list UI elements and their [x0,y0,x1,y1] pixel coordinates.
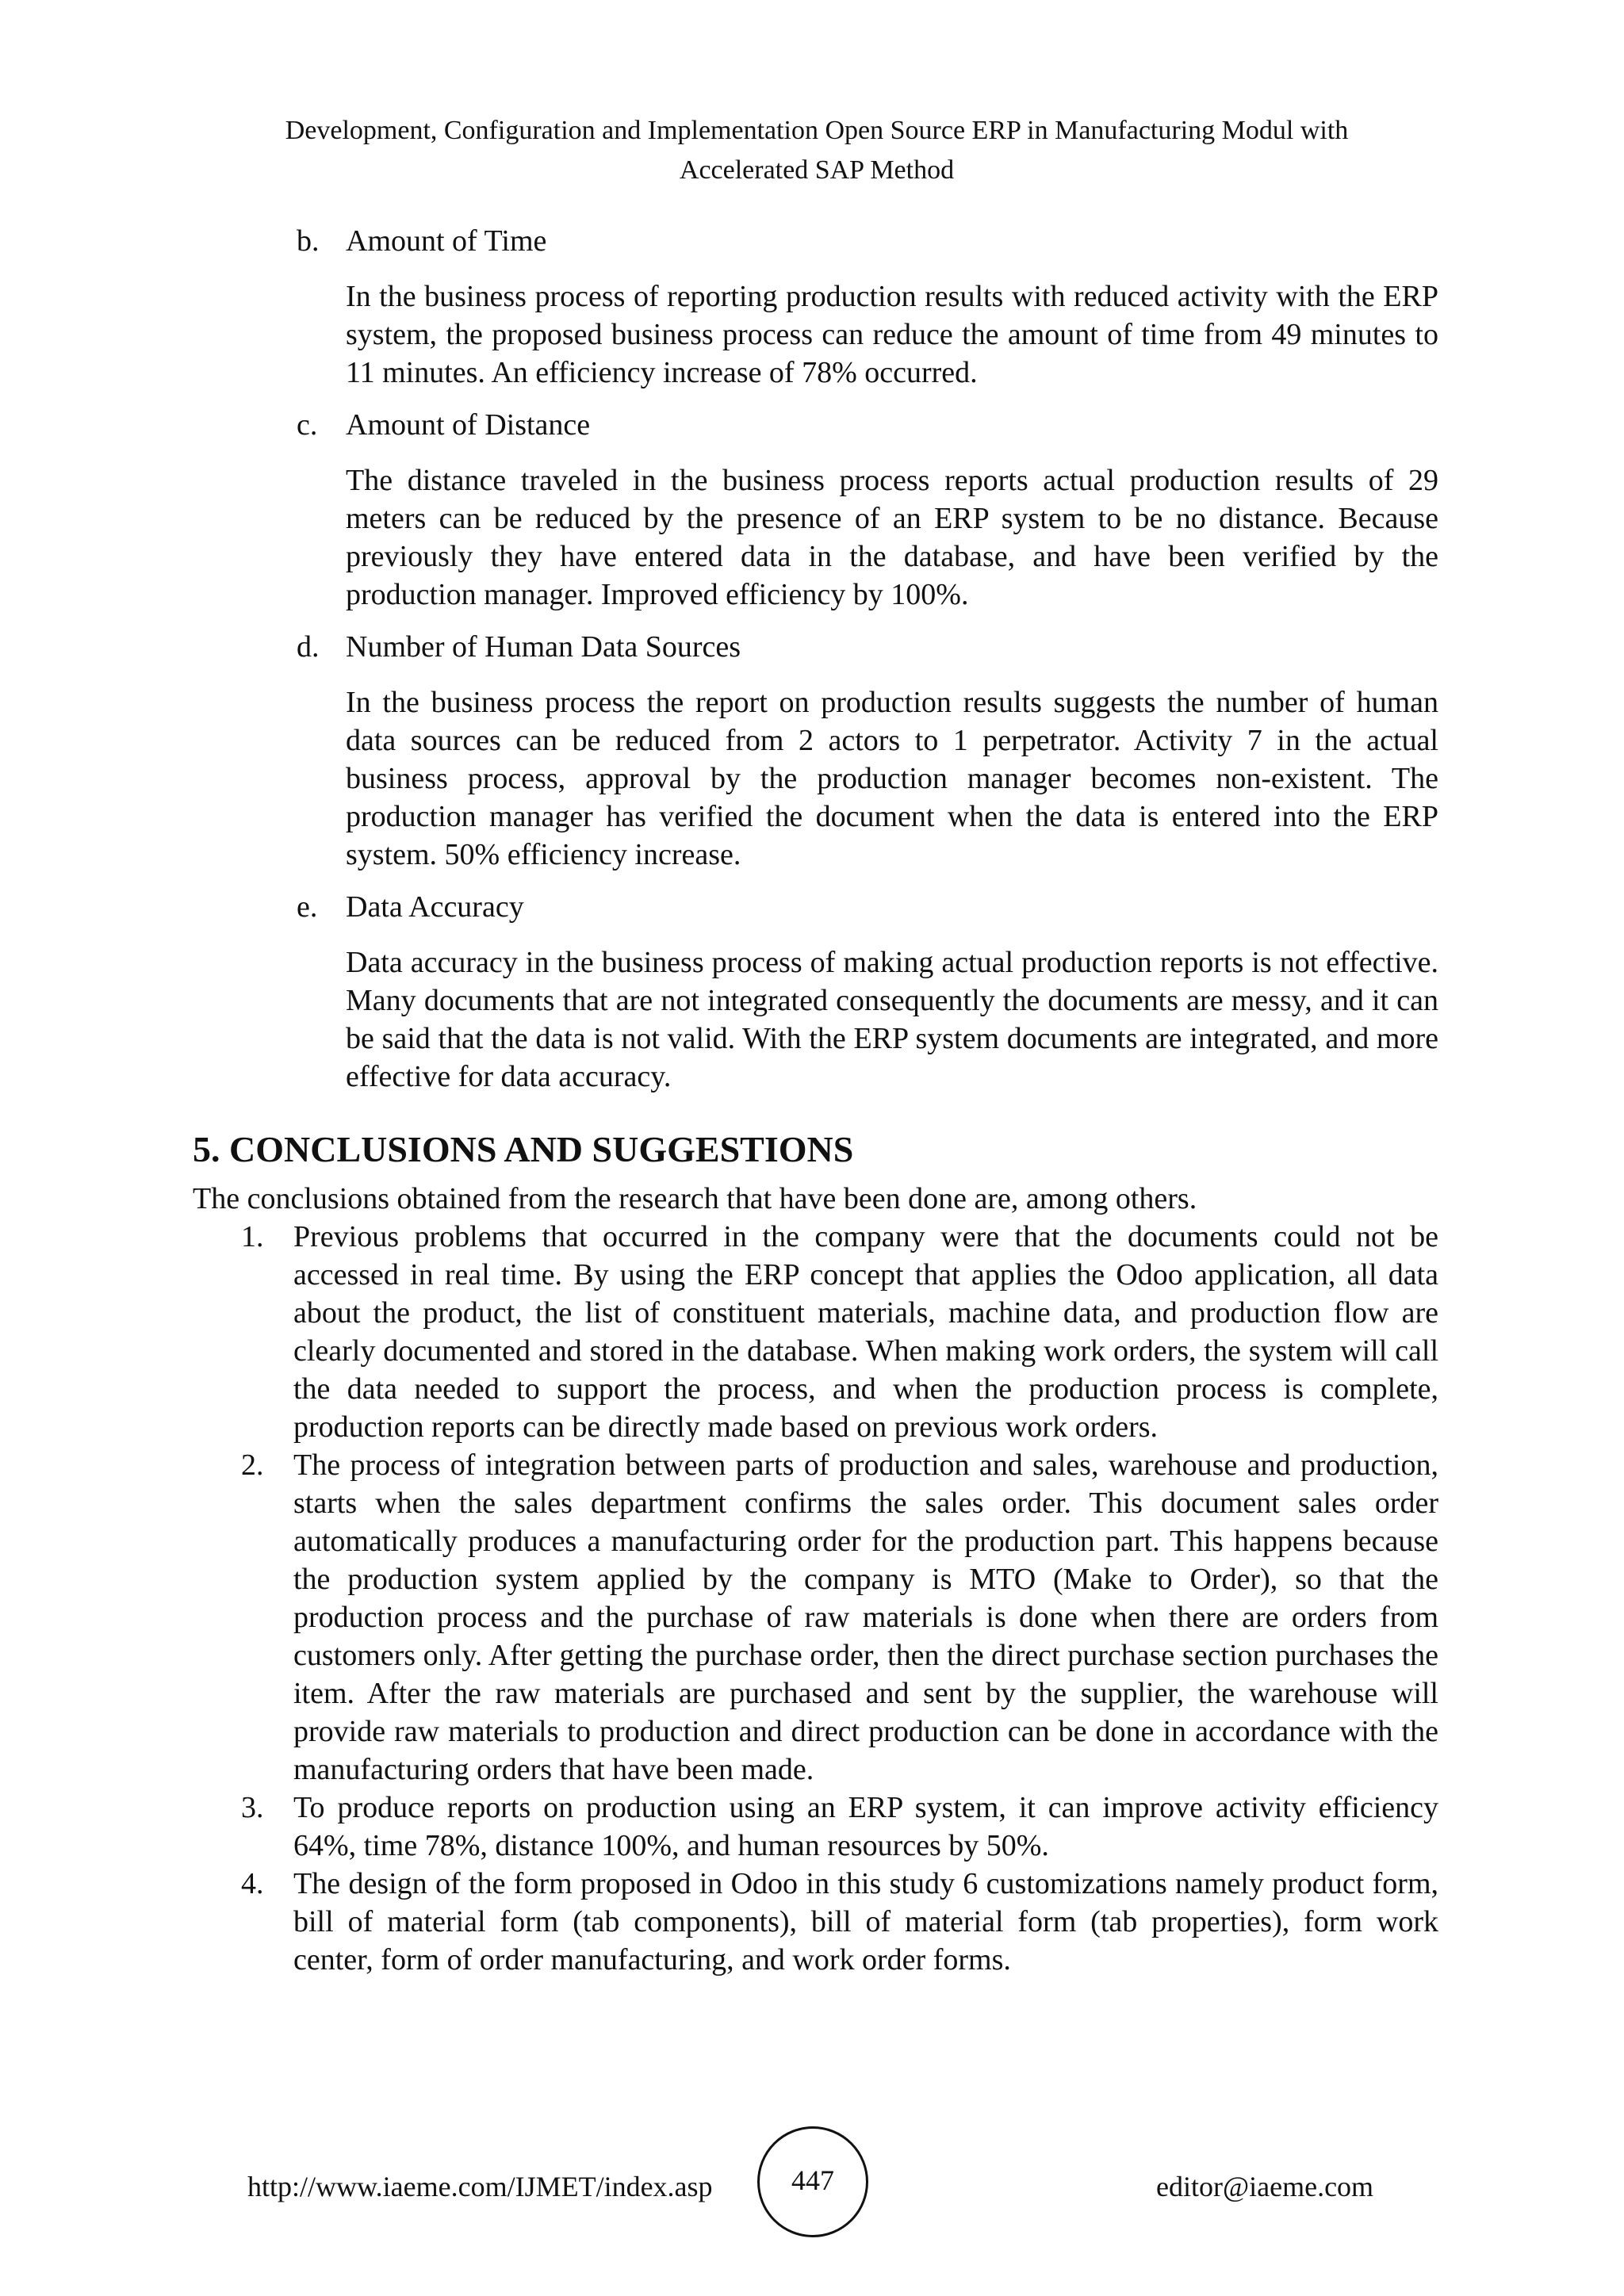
page-number-badge: 447 [757,2126,868,2237]
running-header-line-1: Development, Configuration and Implementation Open Source ERP in Manufacturing Modul with [285,116,1349,145]
running-header [190,111,1443,190]
list-item-text: To produce reports on production using an ERP system, it can improve activity efficiency 64%, time 78%, distance 100%, and human resources by 50%. [293,1791,1438,1862]
subsection-title: Amount of Time [346,224,547,258]
section-heading: 5. CONCLUSIONS AND SUGGESTIONS [193,1129,854,1169]
list-item-number: 2. [241,1448,264,1482]
list-item-number: 4. [241,1867,264,1900]
list-item-number: 3. [241,1791,264,1824]
subsection-marker: e. [297,890,318,924]
list-item [241,1865,1438,1979]
page-footer [0,2133,1624,2252]
conclusions-list [241,1218,1438,1979]
subsection-paragraph-c: The distance traveled in the business process reports actual production results of 29 meters can be reduced by the presence of an ERP system to be no distance. Because previously they have entered data in the database, and have been verified by the production manager. Improved efficiency by 100%. [346,464,1438,611]
list-item-number: 1. [241,1220,264,1253]
footer-email-link[interactable]: editor@iaeme.com [1156,2171,1374,2202]
subsection-title: Amount of Distance [346,408,591,442]
list-item-text: The process of integration between parts of production and sales, warehouse and production, starts when the sales department confirms the sales order. This document sales order automatically produces a manufacturing order for the production part. This happens because the production system applied by the company is MTO (Make to Order), so that the production process and the purchase of raw materials is done when there are orders from customers only. After getting the purchase order, then the direct purchase section purchases the item. After the raw materials are purchased and sent by the supplier, the warehouse will provide raw materials to production and direct production can be done in accordance with the manufacturing orders that have been made. [293,1448,1438,1786]
section-intro: The conclusions obtained from the research that have been done are, among others. [193,1182,1197,1215]
footer-url-link[interactable]: http://www.iaeme.com/IJMET/index.asp [247,2171,713,2202]
running-header-line-2: Accelerated SAP Method [679,155,955,185]
list-item [241,1789,1438,1865]
subsection-marker: d. [297,630,320,664]
list-item-text: The design of the form proposed in Odoo in this study 6 customizations namely product form, bill of material form (tab components), bill of material form (tab properties), form work center, form of order manufacturing, and work order forms. [293,1867,1438,1976]
subsection-marker: c. [297,408,318,442]
subsection-paragraph-b: In the business process of reporting production results with reduced activity with the ERP system, the proposed business process can reduce the amount of time from 49 minutes to 11 minutes. An efficiency increase of 78% occurred. [346,280,1438,389]
subsection-title: Number of Human Data Sources [346,630,741,664]
list-item [241,1446,1438,1789]
subsection-title: Data Accuracy [346,890,524,924]
subsection-marker: b. [297,224,320,258]
subsection-paragraph-e: Data accuracy in the business process of making actual production reports is not effective. Many documents that are not integrated consequently the documents are messy, and it can be said that the data is not valid. With the ERP system documents are integrated, and more effective for data accuracy. [346,946,1438,1093]
list-item-text: Previous problems that occurred in the company were that the documents could not be accessed in real time. By using the ERP concept that applies the Odoo application, all data about the product, the list of constituent materials, machine data, and production flow are clearly documented and stored in the database. When making work orders, the system will call the data needed to support the process, and when the production process is complete, production reports can be directly made based on previous work orders. [293,1220,1438,1444]
subsection-paragraph-d: In the business process the report on production results suggests the number of human data sources can be reduced from 2 actors to 1 perpetrator. Activity 7 in the actual business process, approval by the production manager becomes non-existent. The production manager has verified the document when the data is entered into the ERP system. 50% efficiency increase. [346,686,1438,871]
list-item [241,1218,1438,1446]
